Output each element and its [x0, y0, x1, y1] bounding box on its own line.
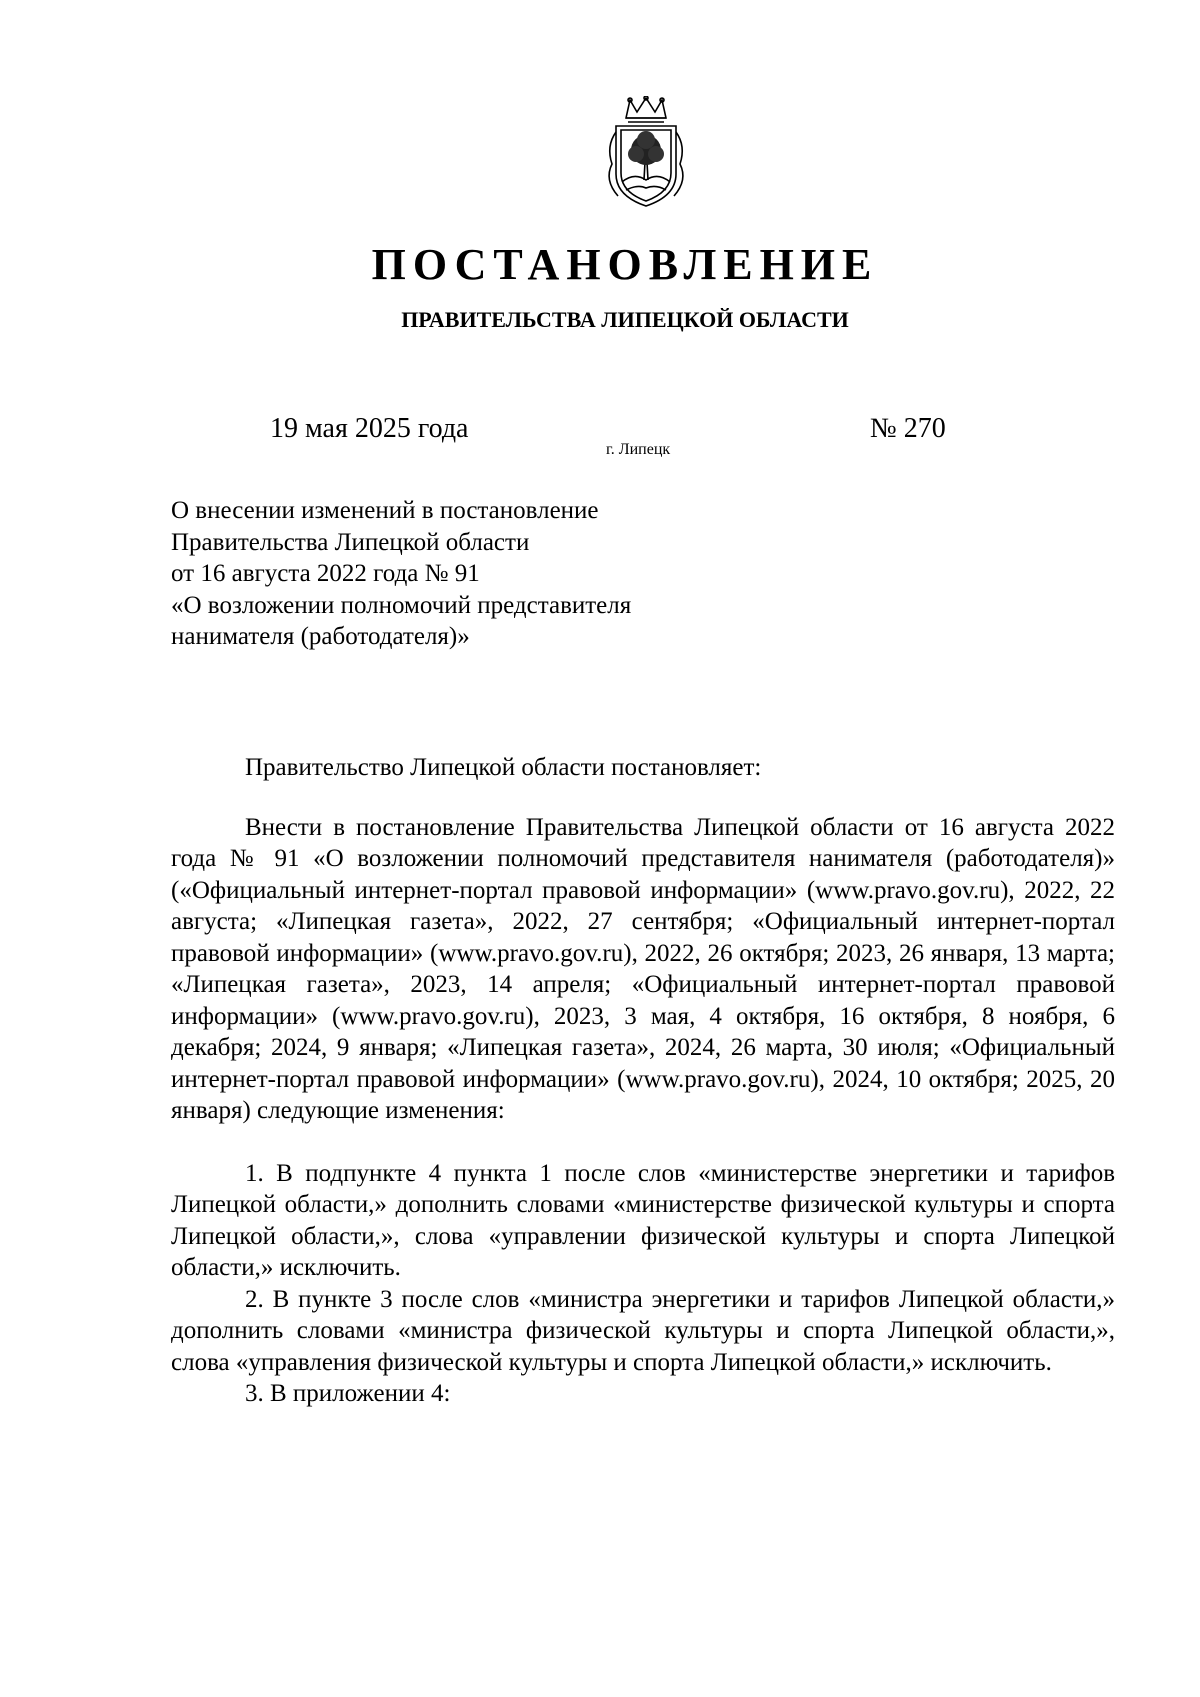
subject-line: нанимателя (работодателя)» — [171, 623, 470, 650]
document-type-title: ПОСТАНОВЛЕНИЕ — [371, 240, 879, 289]
preamble-paragraph: Правительство Липецкой области постановляет: — [245, 754, 762, 781]
coat-of-arms-icon — [598, 96, 694, 212]
list-item: 2. В пункте 3 после слов «министра энергетики и тарифов Липецкой области,» дополнить словами «министра физической культуры и спорта Липецкой области,», слова «управления физической культуры и спорта Липецкой области,» исключить. — [171, 1285, 1115, 1376]
subject-line: Правительства Липецкой области — [171, 528, 530, 556]
document-city: г. Липецк — [606, 441, 671, 458]
document-subject — [171, 495, 871, 653]
list-item: 1. В подпункте 4 пункта 1 после слов «министерстве энергетики и тарифов Липецкой области,» дополнить словами «министерстве физической культуры и спорта Липецкой области,», слова «управлении физической культуры и спорта Липецкой области,» исключить. — [171, 1159, 1115, 1281]
intro-paragraph: Внести в постановление Правительства Липецкой области от 16 августа 2022 года № 91 «О возложении полномочий представителя нанимателя (работодателя)» («Официальный интернет-портал правовой информации» (www.pravo.gov.ru), 2022, 22 августа; «Липецкая газета», 2022, 27 сентября; «Официальный интернет-портал правовой информации» (www.pravo.gov.ru), 2022, 26 октября; 2023, 26 января, 13 марта; «Липецкая газета», 2023, 14 апреля; «Официальный интернет-портал правовой информации» (www.pravo.gov.ru), 2023, 3 мая, 4 октября, 16 октября, 8 ноября, 6 декабря; 2024, 9 января; «Липецкая газета», 2024, 26 марта, 30 июля; «Официальный интернет-портал правовой информации» (www.pravo.gov.ru), 2024, 10 октября; 2025, 20 января) следующие изменения: — [171, 813, 1115, 1124]
issuer-name: ПРАВИТЕЛЬСТВА ЛИПЕЦКОЙ ОБЛАСТИ — [401, 307, 849, 332]
subject-line: О внесении изменений в постановление — [171, 497, 599, 524]
document-body — [171, 752, 1115, 1410]
subject-line: от 16 августа 2022 года № 91 — [171, 560, 480, 587]
list-item: 3. В приложении 4: — [245, 1380, 451, 1407]
document-date: 19 мая 2025 года — [270, 413, 469, 444]
document-number: № 270 — [870, 413, 946, 444]
subject-line: «О возложении полномочий представителя — [171, 591, 632, 619]
